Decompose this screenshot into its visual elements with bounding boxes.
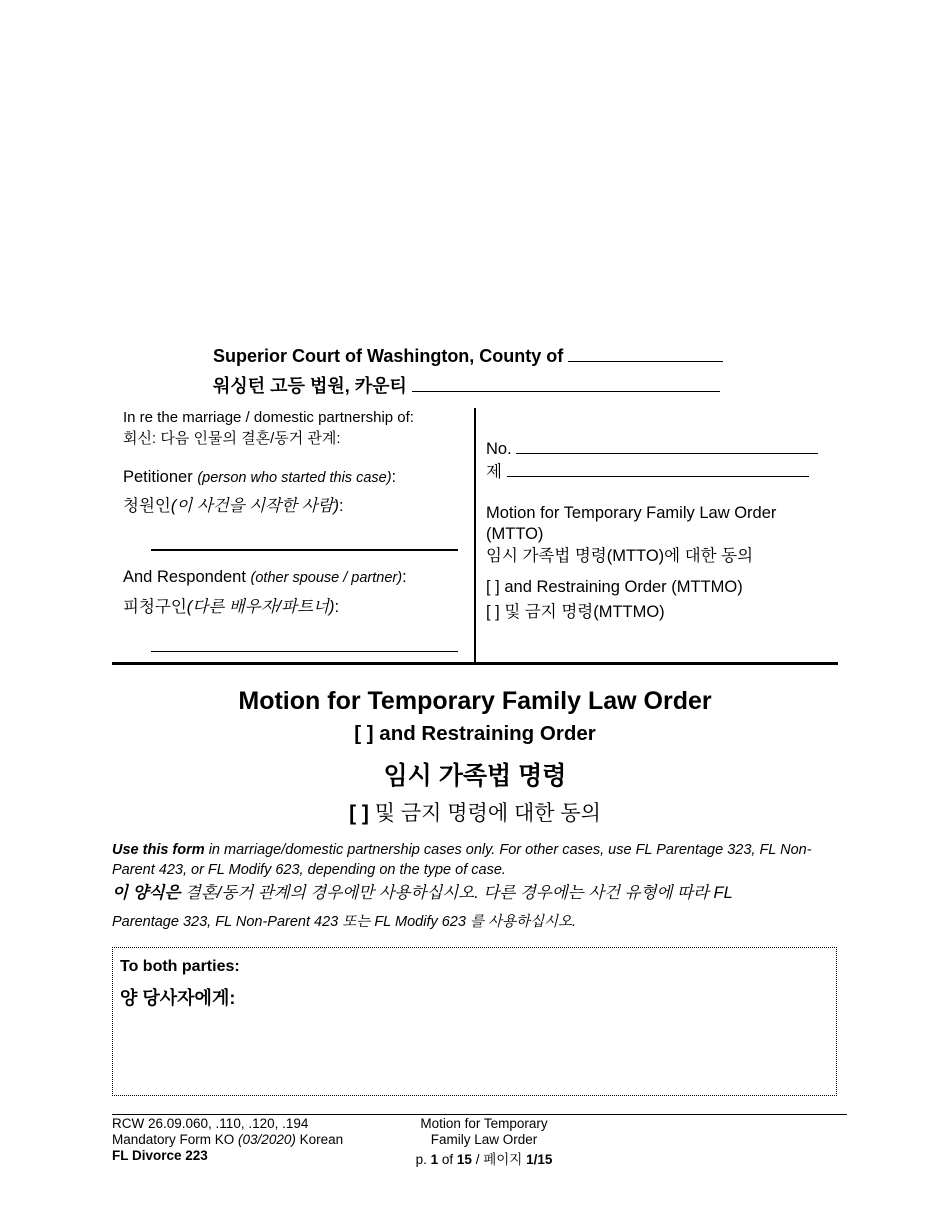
case-title-ko: 임시 가족법 명령(MTTO)에 대한 동의: [486, 547, 754, 565]
instructions-ko-line1: 이 양식은 결혼/동거 관계의 경우에만 사용하십시오. 다른 경우에는 사건 유형에 따라 FL: [112, 884, 733, 902]
in-re-ko: 회신: 다음 인물의 결혼/동거 관계:: [123, 430, 341, 447]
footer-form-id: FL Divorce 223: [112, 1148, 208, 1163]
footer-page-number: p. 1 of 15 / 페이지 1/15: [415, 1152, 553, 1167]
case-number-ko: 제: [486, 462, 809, 483]
case-number: No.: [486, 439, 818, 460]
notice-heading-en: To both parties:: [120, 958, 240, 975]
form-title-ko: 임시 가족법 명령: [383, 762, 567, 790]
court-heading-en: Superior Court of Washington, County of: [213, 345, 723, 367]
petitioner-label: Petitioner (person who started this case):: [123, 468, 397, 486]
caption-bottom-rule: [112, 662, 838, 665]
respondent-name-line[interactable]: [151, 651, 458, 652]
caption-divider: [474, 408, 476, 663]
county-blank[interactable]: [568, 345, 723, 362]
footer-center-2: Family Law Order: [430, 1132, 538, 1147]
restraining-checkbox-en[interactable]: [ ] and Restraining Order (MTTMO): [486, 578, 743, 596]
respondent-label-ko: 피청구인(다른 배우자/파트너):: [123, 598, 340, 616]
form-subtitle-en[interactable]: [ ] and Restraining Order: [354, 722, 596, 745]
footer-form-info: Mandatory Form KO (03/2020) Korean: [112, 1132, 344, 1147]
petitioner-name-line[interactable]: [151, 549, 458, 551]
case-title-en: Motion for Temporary Family Law Order (MTTO): [486, 504, 777, 543]
footer-rcw: RCW 26.09.060, .110, .120, .194: [112, 1116, 309, 1131]
county-blank-ko[interactable]: [412, 375, 720, 392]
in-re-en: In re the marriage / domestic partnership of:: [123, 409, 414, 426]
instructions-ko-line2: Parentage 323, FL Non-Parent 423 또는 FL Modify 623 를 사용하십시오.: [112, 914, 577, 930]
instructions-en: Use this form in marriage/domestic partnership cases only. For other cases, use FL Parentage 323, FL Non-Parent 423, or FL Modify 623, depending on the type of case.: [112, 842, 812, 878]
case-number-blank[interactable]: [516, 439, 818, 454]
petitioner-label-ko: 청원인(이 사건을 시작한 사람):: [123, 497, 344, 515]
form-subtitle-ko[interactable]: [ ] 및 금지 명령에 대한 동의: [349, 802, 601, 825]
footer-center-1: Motion for Temporary: [420, 1116, 548, 1131]
restraining-checkbox-ko[interactable]: [ ] 및 금지 명령(MTTMO): [486, 603, 665, 621]
form-title-en: Motion for Temporary Family Law Order: [238, 687, 712, 715]
footer-rule: [112, 1114, 847, 1115]
court-heading-ko: 워싱턴 고등 법원, 카운티: [213, 372, 720, 398]
notice-heading-ko: 양 당사자에게:: [120, 988, 236, 1008]
respondent-label: And Respondent (other spouse / partner):: [123, 568, 407, 586]
case-number-blank-ko[interactable]: [507, 462, 809, 477]
